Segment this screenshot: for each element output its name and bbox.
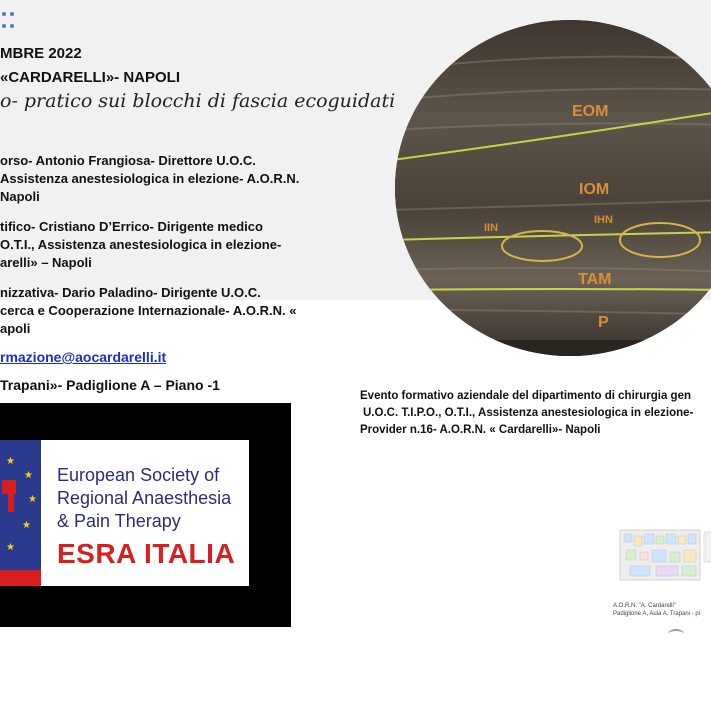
caption-line: U.O.C. T.I.P.O., O.T.I., Assistenza anestesiologica in elezione- (363, 407, 694, 419)
logo-line-3: & Pain Therapy (57, 511, 181, 531)
stars-icon (0, 440, 41, 570)
svg-text:★: ★ (6, 542, 15, 553)
svg-text:★: ★ (22, 520, 31, 531)
role-scientific (0, 218, 281, 272)
role-line: arelli» – Napoli (0, 255, 92, 270)
logo-line-2: Regional Anaesthesia (57, 488, 232, 508)
label-iom: IOM (579, 181, 610, 198)
map-arc-decoration (668, 629, 684, 639)
role-organizer (0, 284, 296, 338)
role-line: nizzativa- Dario Paladino- Dirigente U.O.C. (0, 285, 261, 300)
role-line: apoli (0, 321, 31, 336)
contact-email-link[interactable]: rmazione@aocardarelli.it (0, 349, 167, 365)
svg-text:★: ★ (24, 470, 33, 481)
event-location: Trapani»- Padiglione A – Piano -1 (0, 377, 220, 393)
label-eom: EOM (572, 103, 609, 120)
svg-text:★: ★ (6, 456, 15, 467)
map-caption-line: A.O.R.N. "A. Cardarelli" (613, 603, 676, 609)
role-line: Napoli (0, 189, 40, 204)
floor-map-image (612, 522, 711, 586)
event-date: MBRE 2022 (0, 45, 82, 62)
role-director (0, 152, 299, 206)
map-caption (613, 602, 700, 618)
role-line: Assistenza anestesiologica in elezione- A.O.R.N. (0, 171, 300, 186)
ultrasound-image (392, 10, 711, 370)
role-line: cerca e Cooperazione Internazionale- A.O.R.N. « (0, 303, 297, 318)
eu-flag-icon (0, 440, 41, 586)
caption-line: Evento formativo aziendale del dipartimento di chirurgia gen (360, 390, 692, 402)
logo-brand: ESRA ITALIA (57, 538, 236, 569)
label-p: P (598, 314, 609, 331)
event-venue: «CARDARELLI»- NAPOLI (0, 69, 181, 86)
role-line: tifico- Cristiano D’Errico- Dirigente medico (0, 219, 263, 234)
event-caption (360, 388, 693, 439)
caption-line: Provider n.16- A.O.R.N. « Cardarelli»- Napoli (360, 424, 601, 436)
course-subtitle: o- pratico sui blocchi di fascia ecoguidati (0, 90, 396, 112)
map-caption-line: Padiglione A, Aula A. Trapani - pi (613, 611, 701, 617)
label-iin: IIN (484, 222, 499, 234)
label-tam: TAM (578, 271, 612, 288)
logo-line-1: European Society of (57, 465, 220, 485)
label-ihn: IHN (594, 214, 613, 226)
role-line: O.T.I., Assistenza anestesiologica in elezione- (0, 237, 282, 252)
esra-logo (0, 440, 249, 586)
svg-text:★: ★ (28, 494, 37, 505)
flag-red-stripe (0, 570, 41, 586)
role-line: orso- Antonio Frangiosa- Direttore U.O.C. (0, 153, 256, 168)
dots-icon (0, 8, 24, 32)
